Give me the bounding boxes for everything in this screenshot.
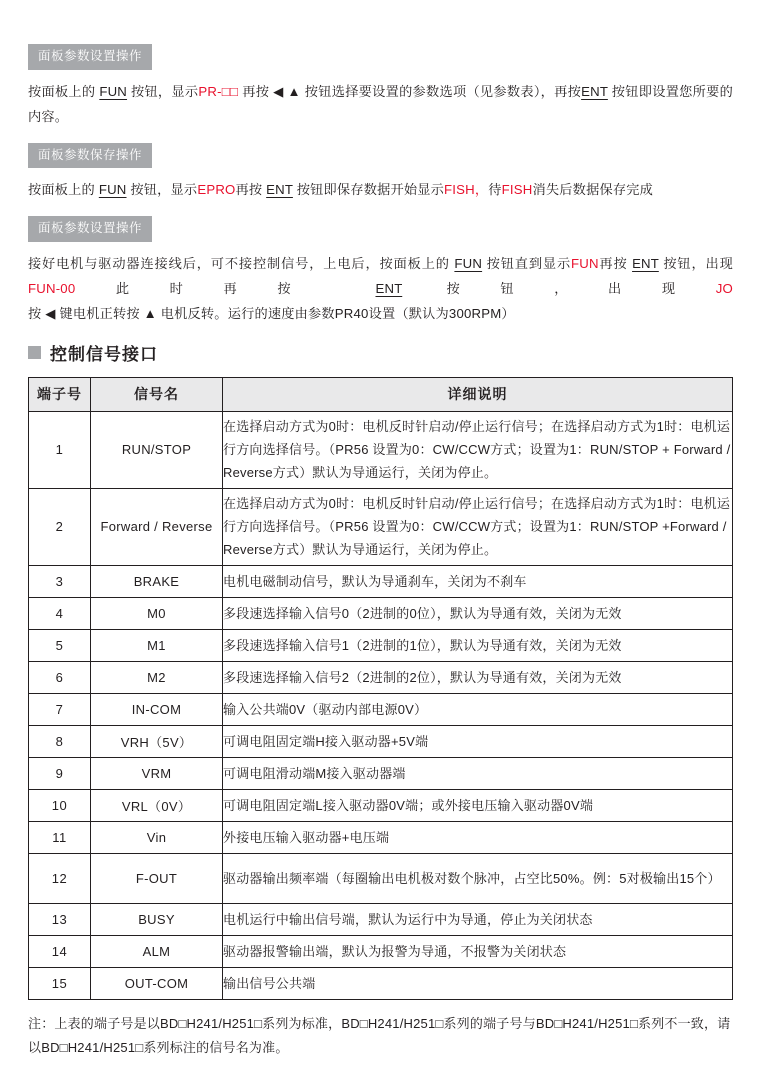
text-run: 此时再按	[75, 280, 376, 296]
table-row	[29, 565, 733, 597]
table-row	[29, 903, 733, 935]
table-header-row	[29, 377, 733, 411]
cell-terminal-no: 13	[29, 903, 91, 935]
table-row	[29, 967, 733, 999]
cell-signal-name: VRM	[91, 757, 223, 789]
cell-description: 可调电阻滑动端M接入驱动器端	[223, 757, 733, 789]
cell-description: 可调电阻固定端L接入驱动器0V端；或外接电压输入驱动器0V端	[223, 789, 733, 821]
text-run: 再按	[235, 182, 267, 197]
table-row	[29, 597, 733, 629]
keyword-highlight: FUN	[571, 255, 599, 271]
text-run: 待	[488, 182, 502, 197]
section-panel-param-save	[28, 143, 733, 203]
keyword-underlined: ENT	[632, 255, 659, 271]
text-run: 按钮直到显示	[482, 255, 572, 271]
keyword-underlined: FUN	[98, 182, 127, 197]
table-row	[29, 821, 733, 853]
keyword-highlight: JO	[715, 280, 733, 296]
section-chip: 面板参数保存操作	[28, 143, 152, 169]
cell-signal-name: OUT-COM	[91, 967, 223, 999]
cell-description: 多段速选择输入信号1（2进制的1位），默认为导通有效，关闭为无效	[223, 629, 733, 661]
keyword-underlined: ENT	[375, 280, 403, 296]
cell-signal-name: M1	[91, 629, 223, 661]
text-run: 按钮，出现	[658, 255, 733, 271]
cell-signal-name: RUN/STOP	[91, 411, 223, 488]
cell-description: 电机电磁制动信号，默认为导通刹车，关闭为不刹车	[223, 565, 733, 597]
cell-description: 外接电压输入驱动器+电压端	[223, 821, 733, 853]
table-row	[29, 693, 733, 725]
cell-signal-name: IN-COM	[91, 693, 223, 725]
cell-terminal-no: 1	[29, 411, 91, 488]
cell-signal-name: VRH（5V）	[91, 725, 223, 757]
cell-terminal-no: 7	[29, 693, 91, 725]
cell-terminal-no: 14	[29, 935, 91, 967]
cell-description: 驱动器报警输出端，默认为报警为导通，不报警为关闭状态	[223, 935, 733, 967]
column-header-terminal-no: 端子号	[29, 377, 91, 411]
keyword-underlined: ENT	[581, 83, 608, 99]
cell-description: 多段速选择输入信号0（2进制的0位），默认为导通有效，关闭为无效	[223, 597, 733, 629]
cell-terminal-no: 5	[29, 629, 91, 661]
cell-description: 在选择启动方式为0时：电机反时针启动/停止运行信号；在选择启动方式为1时：电机运行方向选择信号。（PR56 设置为0：CW/CCW方式；设置为1：RUN/STOP +Forward / Reverse方式）默认为导通运行，关闭为停止。	[223, 488, 733, 565]
keyword-underlined: FUN	[454, 255, 483, 271]
keyword-highlight: PR-□□	[198, 83, 239, 99]
cell-signal-name: M2	[91, 661, 223, 693]
section-paragraph	[28, 177, 733, 202]
section-paragraph	[28, 251, 733, 326]
column-header-description: 详细说明	[223, 377, 733, 411]
text-run: 按钮即设置您所要的内容。	[28, 83, 733, 124]
cell-description: 输出信号公共端	[223, 967, 733, 999]
square-bullet-icon	[28, 346, 41, 359]
section-chip: 面板参数设置操作	[28, 44, 152, 70]
text-run: 按面板上的	[28, 83, 100, 99]
section-title-text: 控制信号接口	[50, 344, 158, 364]
section-paragraph	[28, 79, 733, 129]
table-row	[29, 853, 733, 903]
table-footnote: 注：上表的端子号是以BD□H241/H251□系列为标准，BD□H241/H251□系列的端子号与BD□H241/H251□系列不一致，请以BD□H241/H251□系列标注的信号名为准。	[28, 1015, 731, 1055]
text-run: 按钮，显示	[126, 182, 198, 197]
text-run: 接好电机与驱动器连接线后，可不接控制信号，上电后，按面板上的	[28, 255, 455, 271]
cell-description: 输入公共端0V（驱动内部电源0V）	[223, 693, 733, 725]
cell-terminal-no: 9	[29, 757, 91, 789]
text-run: 再按 ◀ ▲ 按钮选择要设置的参数选项（见参数表），再按	[238, 83, 582, 99]
cell-signal-name: BRAKE	[91, 565, 223, 597]
table-row	[29, 789, 733, 821]
table-row	[29, 725, 733, 757]
column-header-signal-name: 信号名	[91, 377, 223, 411]
text-run: 按钮，显示	[127, 83, 199, 99]
table-row	[29, 488, 733, 565]
cell-terminal-no: 2	[29, 488, 91, 565]
cell-terminal-no: 12	[29, 853, 91, 903]
cell-terminal-no: 10	[29, 789, 91, 821]
cell-signal-name: F-OUT	[91, 853, 223, 903]
cell-description: 在选择启动方式为0时：电机反时针启动/停止运行信号；在选择启动方式为1时：电机运行方向选择信号。（PR56 设置为0：CW/CCW方式；设置为1：RUN/STOP + Forward / Reverse方式）默认为导通运行，关闭为停止。	[223, 411, 733, 488]
cell-signal-name: BUSY	[91, 903, 223, 935]
cell-signal-name: VRL（0V）	[91, 789, 223, 821]
table-row	[29, 661, 733, 693]
cell-terminal-no: 8	[29, 725, 91, 757]
cell-description: 可调电阻固定端H接入驱动器+5V端	[223, 725, 733, 757]
control-signal-interface-heading	[28, 340, 733, 365]
cell-terminal-no: 4	[29, 597, 91, 629]
cell-terminal-no: 3	[29, 565, 91, 597]
cell-signal-name: Forward / Reverse	[91, 488, 223, 565]
section-panel-param-setting-1	[28, 44, 733, 129]
cell-signal-name: ALM	[91, 935, 223, 967]
keyword-underlined: ENT	[266, 182, 293, 197]
cell-terminal-no: 6	[29, 661, 91, 693]
text-run: 再按	[598, 255, 633, 271]
section-panel-param-setting-2	[28, 216, 733, 326]
cell-description: 电机运行中输出信号端，默认为运行中为导通，停止为关闭状态	[223, 903, 733, 935]
control-signal-table	[28, 377, 733, 1000]
keyword-highlight: FISH	[501, 182, 533, 197]
cell-terminal-no: 15	[29, 967, 91, 999]
cell-description: 多段速选择输入信号2（2进制的2位），默认为导通有效，关闭为无效	[223, 661, 733, 693]
table-row	[29, 411, 733, 488]
keyword-underlined: FUN	[99, 83, 128, 99]
table-body	[29, 411, 733, 999]
text-run: 按 ◀ 键电机正转按 ▲ 电机反转。运行的速度由参数PR40设置（默认为300RPM）	[28, 305, 515, 321]
cell-signal-name: Vin	[91, 821, 223, 853]
keyword-highlight: FUN-00	[28, 280, 76, 296]
table-row	[29, 629, 733, 661]
text-run: 消失后数据保存完成	[532, 182, 654, 197]
text-run: 按面板上的	[28, 182, 99, 197]
keyword-highlight: EPRO	[197, 182, 236, 197]
text-run: 按钮即保存数据开始显示	[292, 182, 445, 197]
cell-terminal-no: 11	[29, 821, 91, 853]
section-chip: 面板参数设置操作	[28, 216, 152, 242]
table-row	[29, 757, 733, 789]
cell-description: 驱动器输出频率端（每圈输出电机极对数个脉冲，占空比50%。例：5对极输出15个）	[223, 853, 733, 903]
text-run: 按钮，出现	[402, 280, 716, 296]
table-row	[29, 935, 733, 967]
cell-signal-name: M0	[91, 597, 223, 629]
keyword-highlight: FISH，	[444, 182, 489, 197]
